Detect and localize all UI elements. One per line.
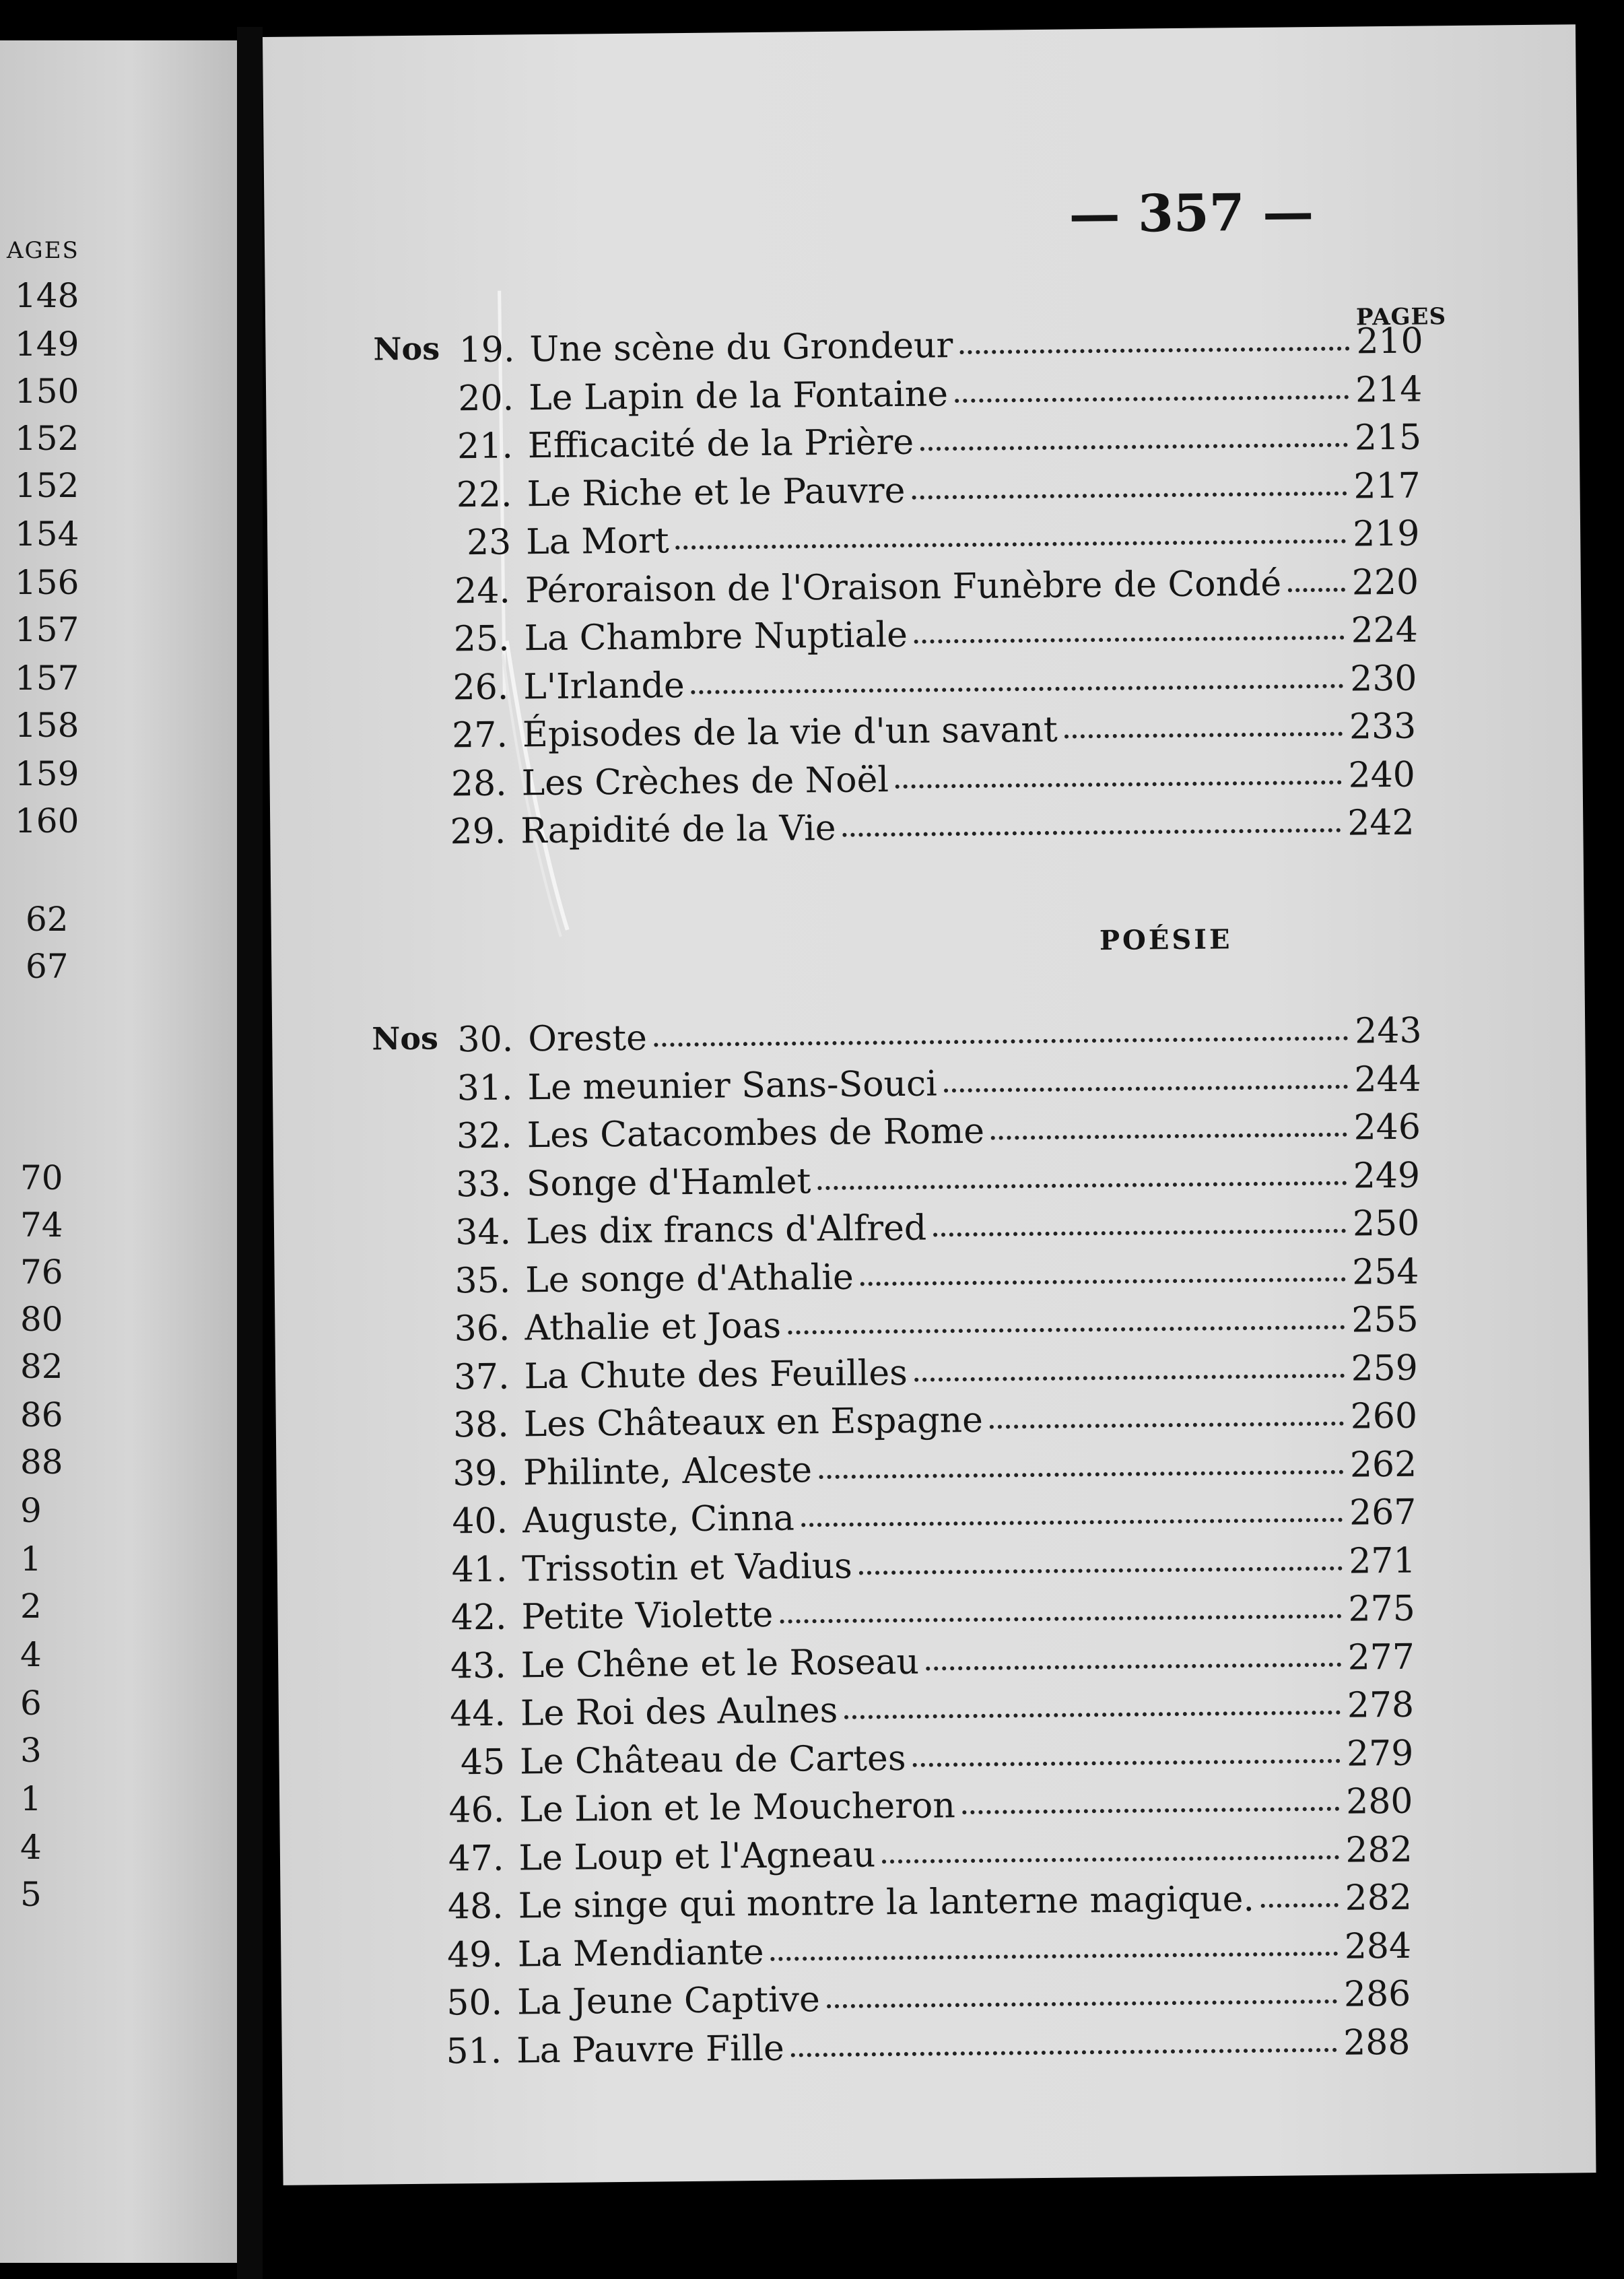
left-page-number: 3 [20, 1731, 42, 1770]
dot-leader [914, 1373, 1345, 1381]
entry-title: Les dix francs d'Alfred [525, 1208, 927, 1253]
left-page-number: 62 [26, 900, 69, 939]
entry-number: 49. [446, 1934, 504, 1975]
entry-page: 286 [1343, 1973, 1411, 2015]
dot-leader [959, 347, 1349, 355]
left-page-number: 82 [20, 1347, 63, 1386]
left-page-number: 148 [15, 276, 79, 315]
entry-title: Une scène du Grondeur [529, 325, 953, 370]
dot-leader [801, 1518, 1343, 1527]
dot-leader [691, 684, 1344, 694]
entry-number: 20. [458, 377, 514, 419]
entry-page: 279 [1346, 1733, 1414, 1775]
entry-number: 31. [456, 1067, 513, 1109]
entry-page: 284 [1344, 1925, 1412, 1967]
entry-page: 233 [1349, 706, 1417, 748]
dot-leader [920, 443, 1348, 451]
left-page-number: 5 [20, 1875, 42, 1914]
entry-page: 271 [1349, 1540, 1416, 1582]
entry-page: 244 [1354, 1059, 1421, 1100]
entry-page: 230 [1349, 658, 1417, 700]
entry-title: Le meunier Sans-Souci [527, 1063, 937, 1108]
left-page-number: 2 [20, 1587, 42, 1626]
entry-page: 217 [1353, 465, 1421, 506]
dot-leader [827, 2000, 1337, 2008]
left-page-number: 157 [15, 659, 79, 698]
dot-leader [991, 1133, 1347, 1140]
entry-title: Petite Violette [521, 1594, 774, 1638]
left-page-number: 9 [20, 1491, 42, 1530]
left-pages-header: AGES [7, 237, 79, 264]
left-page-number: 160 [15, 801, 79, 840]
entry-page: 220 [1351, 562, 1419, 603]
entry-page: 210 [1356, 321, 1423, 362]
left-page-number: 159 [15, 754, 79, 793]
entry-title: Épisodes de la vie d'un savant [522, 709, 1058, 756]
entry-number: 39. [452, 1453, 509, 1494]
entry-page: 277 [1347, 1637, 1415, 1678]
dot-leader [843, 828, 1341, 837]
dot-leader [1261, 1903, 1339, 1908]
entry-page: 275 [1348, 1588, 1416, 1630]
book-gutter [237, 27, 263, 2279]
left-page-number: 86 [20, 1395, 63, 1434]
left-page-number: 152 [15, 466, 79, 505]
entry-number: 24. [454, 570, 511, 612]
entry-number: 43. [450, 1645, 507, 1686]
entry-title: Le Lion et le Moucheron [518, 1785, 956, 1830]
entry-number: 27. [451, 715, 508, 756]
dot-leader [819, 1469, 1343, 1478]
entry-number: 41. [451, 1549, 508, 1590]
entry-number: 51. [446, 2030, 502, 2072]
left-page-number: 67 [26, 947, 69, 986]
entry-title: La Mendiante [517, 1931, 764, 1975]
left-page-fragment [0, 40, 237, 2263]
entry-number: 28. [450, 763, 507, 804]
entry-title: La Chute des Feuilles [524, 1352, 908, 1397]
entry-prefix: Nos [372, 1020, 439, 1057]
entry-title: Le songe d'Athalie [525, 1257, 854, 1300]
dot-leader [654, 1036, 1348, 1047]
entry-page: 259 [1351, 1348, 1419, 1389]
left-page-number: 74 [20, 1205, 63, 1245]
entry-page: 215 [1354, 417, 1422, 459]
left-page-number: 156 [15, 563, 79, 602]
entry-title: Rapidité de la Vie [520, 807, 836, 852]
dot-leader [817, 1181, 1346, 1190]
dot-leader [860, 1277, 1345, 1286]
dot-leader [788, 1325, 1345, 1335]
entry-number: 44. [449, 1693, 506, 1735]
entry-number: 45 [460, 1742, 506, 1783]
left-page-number: 76 [20, 1253, 63, 1292]
entry-page: 219 [1352, 513, 1420, 555]
dot-leader [771, 1951, 1338, 1960]
entry-page: 242 [1347, 802, 1415, 844]
left-page-number: 150 [15, 372, 79, 411]
dot-leader [955, 395, 1349, 403]
entry-title: La Chambre Nuptiale [524, 614, 908, 659]
entry-title: Les Châteaux en Espagne [523, 1399, 984, 1445]
entry-title: Les Catacombes de Rome [527, 1111, 985, 1156]
entry-prefix: Nos [373, 330, 440, 368]
left-page-number: 4 [20, 1635, 42, 1674]
dot-leader [914, 636, 1345, 644]
dot-leader [962, 1807, 1339, 1814]
dot-leader [912, 491, 1347, 499]
entry-title: Le Roi des Aulnes [520, 1690, 838, 1734]
entry-number: 38. [452, 1404, 510, 1446]
entry-number: 36. [454, 1308, 510, 1350]
entry-title: Le Lapin de la Fontaine [528, 373, 949, 418]
entry-title: Athalie et Joas [525, 1305, 782, 1349]
dot-leader [944, 1084, 1348, 1092]
dot-leader [913, 1758, 1341, 1766]
section-title-poesie: POÉSIE [1099, 923, 1233, 957]
entry-number: 33. [455, 1164, 512, 1205]
dot-leader [859, 1566, 1343, 1575]
entry-title: L'Irlande [522, 665, 685, 707]
dot-leader [791, 2047, 1337, 2057]
entry-title: Le Chêne et le Roseau [520, 1641, 920, 1686]
entry-page: 255 [1351, 1299, 1419, 1341]
entry-page: 254 [1351, 1251, 1419, 1293]
dot-leader [780, 1614, 1341, 1624]
entry-number: 25. [453, 618, 510, 660]
entry-title: Oreste [528, 1018, 648, 1060]
entry-title: Le Riche et le Pauvre [527, 470, 906, 515]
toc-entry [438, 802, 1415, 861]
entry-title: Philinte, Alceste [522, 1449, 813, 1493]
dot-leader [990, 1422, 1344, 1429]
entry-page: 260 [1350, 1395, 1418, 1437]
entry-number: 23 [466, 522, 512, 564]
dot-leader [844, 1711, 1341, 1719]
entry-number: 32. [456, 1115, 512, 1157]
dot-leader [926, 1662, 1341, 1670]
entry-page: 249 [1353, 1155, 1421, 1197]
entry-number: 48. [447, 1886, 504, 1927]
entry-number: 26. [452, 667, 509, 708]
entry-title: Songe d'Hamlet [526, 1160, 811, 1204]
entry-page: 240 [1348, 754, 1416, 796]
entry-title: La Pauvre Fille [516, 2028, 784, 2072]
right-page [263, 24, 1596, 2185]
entry-number: 34. [455, 1212, 512, 1253]
entry-title: La Mort [525, 521, 669, 563]
entry-page: 224 [1351, 609, 1419, 651]
entry-page: 246 [1353, 1107, 1421, 1148]
entry-number: 35. [454, 1260, 511, 1301]
entry-title: La Jeune Captive [516, 1979, 821, 2023]
entry-number: 47. [448, 1838, 504, 1879]
left-page-number: 4 [20, 1828, 42, 1867]
dot-leader [895, 780, 1342, 788]
entry-number: 21. [456, 426, 514, 467]
entry-page: 267 [1349, 1492, 1417, 1533]
entry-title: Les Crèches de Noël [521, 759, 889, 803]
left-page-number: 149 [15, 325, 79, 364]
entry-page: 278 [1347, 1684, 1415, 1726]
entry-number: 50. [446, 1982, 503, 2024]
left-page-number: 6 [20, 1684, 42, 1723]
left-page-number: 80 [20, 1300, 63, 1339]
entry-title: Trissotin et Vadius [522, 1546, 853, 1589]
entry-page: 262 [1349, 1444, 1417, 1486]
entry-title: Le Loup et l'Agneau [518, 1834, 876, 1878]
entry-title: Le singe qui montre la lanterne magique. [518, 1878, 1255, 1927]
entry-page: 243 [1354, 1010, 1422, 1052]
entry-page: 280 [1345, 1781, 1413, 1822]
dot-leader [676, 539, 1347, 550]
toc-entry [434, 2022, 1411, 2080]
entry-title: Le Château de Cartes [519, 1738, 906, 1782]
entry-page: 282 [1345, 1829, 1413, 1871]
left-page-number: 158 [15, 706, 79, 745]
entry-number: 22. [456, 473, 512, 515]
entry-title: Efficacité de la Prière [527, 422, 914, 467]
dot-leader [882, 1855, 1339, 1863]
left-page-number: 154 [15, 515, 79, 554]
left-page-number: 70 [20, 1158, 63, 1197]
entry-number: 30. [457, 1019, 514, 1061]
left-page-number: 1 [20, 1779, 42, 1818]
entry-title: Péroraison de l'Oraison Funèbre de Condé [525, 563, 1282, 611]
entry-number: 40. [452, 1500, 508, 1542]
entry-page: 214 [1355, 368, 1423, 410]
entry-page: 288 [1343, 2022, 1411, 2063]
left-page-number: 152 [15, 419, 79, 458]
entry-number: 42. [450, 1597, 507, 1639]
entry-number: 29. [450, 811, 506, 853]
entry-title: Auguste, Cinna [522, 1498, 795, 1542]
entry-page: 282 [1345, 1877, 1413, 1919]
dot-leader [1288, 587, 1345, 592]
entry-number: 37. [453, 1356, 510, 1397]
entry-number: 46. [448, 1789, 505, 1831]
entry-page: 250 [1352, 1203, 1420, 1245]
dot-leader [933, 1229, 1346, 1237]
dot-leader [1064, 732, 1343, 739]
page-number: — 357 — [1069, 182, 1314, 244]
left-page-number: 157 [15, 610, 79, 649]
left-page-number: 88 [20, 1443, 63, 1482]
left-page-number: 1 [20, 1540, 42, 1579]
entry-number: 19. [459, 329, 515, 371]
pages-column-header: PAGES [1355, 303, 1447, 331]
